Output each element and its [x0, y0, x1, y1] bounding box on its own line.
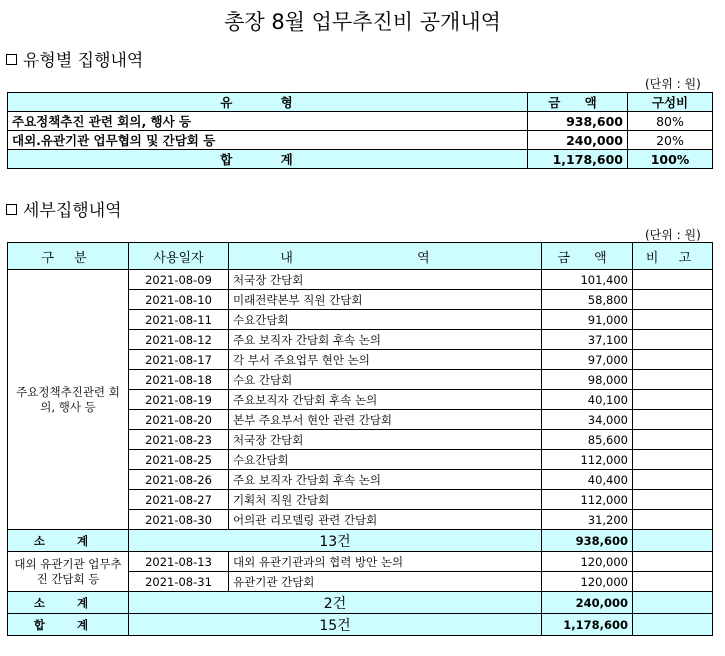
detail-amount: 98,000	[542, 370, 633, 390]
detail-subtotal-label: 소 계	[8, 592, 129, 614]
detail-subtotal-count: 2건	[129, 592, 542, 614]
summary-heading	[6, 46, 143, 71]
summary-row	[8, 112, 713, 131]
summary-unit: (단위 : 원)	[645, 77, 701, 91]
detail-subtotal-label: 소 계	[8, 530, 129, 552]
detail-date: 2021-08-11	[129, 310, 229, 330]
detail-amount: 58,800	[542, 290, 633, 310]
detail-category: 대외 유관기관 업무추진 간담회 등	[8, 552, 129, 592]
detail-date: 2021-08-12	[129, 330, 229, 350]
detail-date: 2021-08-19	[129, 390, 229, 410]
summary-total-amount: 1,178,600	[528, 150, 628, 169]
detail-note	[633, 310, 713, 330]
detail-total-label: 합 계	[8, 614, 129, 636]
summary-total-label: 합 계	[8, 150, 528, 169]
detail-total-row	[8, 614, 713, 636]
detail-desc: 유관기관 간담회	[229, 572, 542, 592]
detail-desc: 주요 보직자 간담회 후속 논의	[229, 470, 542, 490]
detail-date: 2021-08-23	[129, 430, 229, 450]
detail-desc: 어의관 리모델링 관련 간담회	[229, 510, 542, 530]
detail-row	[8, 270, 713, 290]
detail-amount: 91,000	[542, 310, 633, 330]
detail-subtotal-note	[633, 530, 713, 552]
detail-note	[633, 370, 713, 390]
detail-note	[633, 552, 713, 572]
detail-date: 2021-08-17	[129, 350, 229, 370]
detail-note	[633, 430, 713, 450]
summary-type: 대외.유관기관 업무협의 및 간담회 등	[8, 131, 528, 150]
detail-amount: 34,000	[542, 410, 633, 430]
detail-col-desc: 내 역	[229, 243, 542, 270]
detail-amount: 112,000	[542, 450, 633, 470]
detail-desc: 본부 주요부서 현안 관련 간담회	[229, 410, 542, 430]
detail-total-amount: 1,178,600	[542, 614, 633, 636]
detail-amount: 31,200	[542, 510, 633, 530]
detail-total-count: 15건	[129, 614, 542, 636]
detail-date: 2021-08-25	[129, 450, 229, 470]
detail-amount: 37,100	[542, 330, 633, 350]
detail-date: 2021-08-09	[129, 270, 229, 290]
summary-col-type: 유 형	[8, 93, 528, 112]
detail-amount: 101,400	[542, 270, 633, 290]
detail-subtotal-row	[8, 530, 713, 552]
detail-desc: 기획처 직원 간담회	[229, 490, 542, 510]
summary-ratio: 80%	[628, 112, 713, 131]
detail-desc: 주요 보직자 간담회 후속 논의	[229, 330, 542, 350]
detail-amount: 97,000	[542, 350, 633, 370]
detail-date: 2021-08-10	[129, 290, 229, 310]
detail-amount: 120,000	[542, 552, 633, 572]
detail-note	[633, 572, 713, 592]
detail-subtotal-row	[8, 592, 713, 614]
detail-subtotal-count: 13건	[129, 530, 542, 552]
detail-date: 2021-08-26	[129, 470, 229, 490]
summary-table	[7, 92, 713, 169]
detail-amount: 40,100	[542, 390, 633, 410]
summary-row	[8, 131, 713, 150]
summary-amount: 240,000	[528, 131, 628, 150]
summary-col-ratio: 구성비	[628, 93, 713, 112]
detail-note	[633, 290, 713, 310]
detail-col-category: 구 분	[8, 243, 129, 270]
summary-amount: 938,600	[528, 112, 628, 131]
detail-date: 2021-08-13	[129, 552, 229, 572]
summary-ratio: 20%	[628, 131, 713, 150]
detail-desc: 수요 간담회	[229, 370, 542, 390]
detail-heading	[6, 196, 122, 221]
detail-col-date: 사용일자	[129, 243, 229, 270]
detail-desc: 각 부서 주요업무 현안 논의	[229, 350, 542, 370]
detail-note	[633, 450, 713, 470]
detail-group-1	[8, 270, 713, 530]
detail-note	[633, 270, 713, 290]
detail-desc: 수요간담회	[229, 450, 542, 470]
checkbox-square-icon	[6, 204, 17, 215]
detail-desc: 수요간담회	[229, 310, 542, 330]
detail-date: 2021-08-20	[129, 410, 229, 430]
checkbox-square-icon	[6, 54, 17, 65]
detail-total-note	[633, 614, 713, 636]
detail-subtotal-amount: 240,000	[542, 592, 633, 614]
detail-col-amount: 금 액	[542, 243, 633, 270]
detail-amount: 112,000	[542, 490, 633, 510]
detail-desc: 주요보직자 간담회 후속 논의	[229, 390, 542, 410]
detail-date: 2021-08-30	[129, 510, 229, 530]
detail-heading-text: 세부집행내역	[23, 201, 122, 221]
detail-desc: 처국장 간담회	[229, 270, 542, 290]
detail-amount: 40,400	[542, 470, 633, 490]
summary-col-amount: 금 액	[528, 93, 628, 112]
page-title: 총장 8월 업무추진비 공개내역	[224, 10, 501, 34]
detail-desc: 미래전략본부 직원 간담회	[229, 290, 542, 310]
detail-subtotal-amount: 938,600	[542, 530, 633, 552]
detail-note	[633, 510, 713, 530]
detail-note	[633, 470, 713, 490]
detail-subtotal-note	[633, 592, 713, 614]
detail-note	[633, 490, 713, 510]
summary-total-ratio: 100%	[628, 150, 713, 169]
detail-row	[8, 552, 713, 572]
detail-group-2	[8, 552, 713, 592]
detail-desc: 처국장 간담회	[229, 430, 542, 450]
detail-unit: (단위 : 원)	[645, 228, 701, 242]
summary-total-row	[8, 150, 713, 169]
detail-note	[633, 350, 713, 370]
detail-note	[633, 410, 713, 430]
detail-category: 주요정책추진관련 회의, 행사 등	[8, 270, 129, 530]
detail-table	[7, 242, 713, 636]
detail-amount: 85,600	[542, 430, 633, 450]
detail-date: 2021-08-18	[129, 370, 229, 390]
detail-note	[633, 330, 713, 350]
detail-date: 2021-08-31	[129, 572, 229, 592]
detail-date: 2021-08-27	[129, 490, 229, 510]
summary-header-row	[8, 93, 713, 112]
summary-type: 주요정책추진 관련 회의, 행사 등	[8, 112, 528, 131]
detail-desc: 대외 유관기관과의 협력 방안 논의	[229, 552, 542, 572]
detail-header-row	[8, 243, 713, 270]
summary-heading-text: 유형별 집행내역	[23, 51, 144, 71]
detail-note	[633, 390, 713, 410]
detail-amount: 120,000	[542, 572, 633, 592]
detail-col-note: 비 고	[633, 243, 713, 270]
